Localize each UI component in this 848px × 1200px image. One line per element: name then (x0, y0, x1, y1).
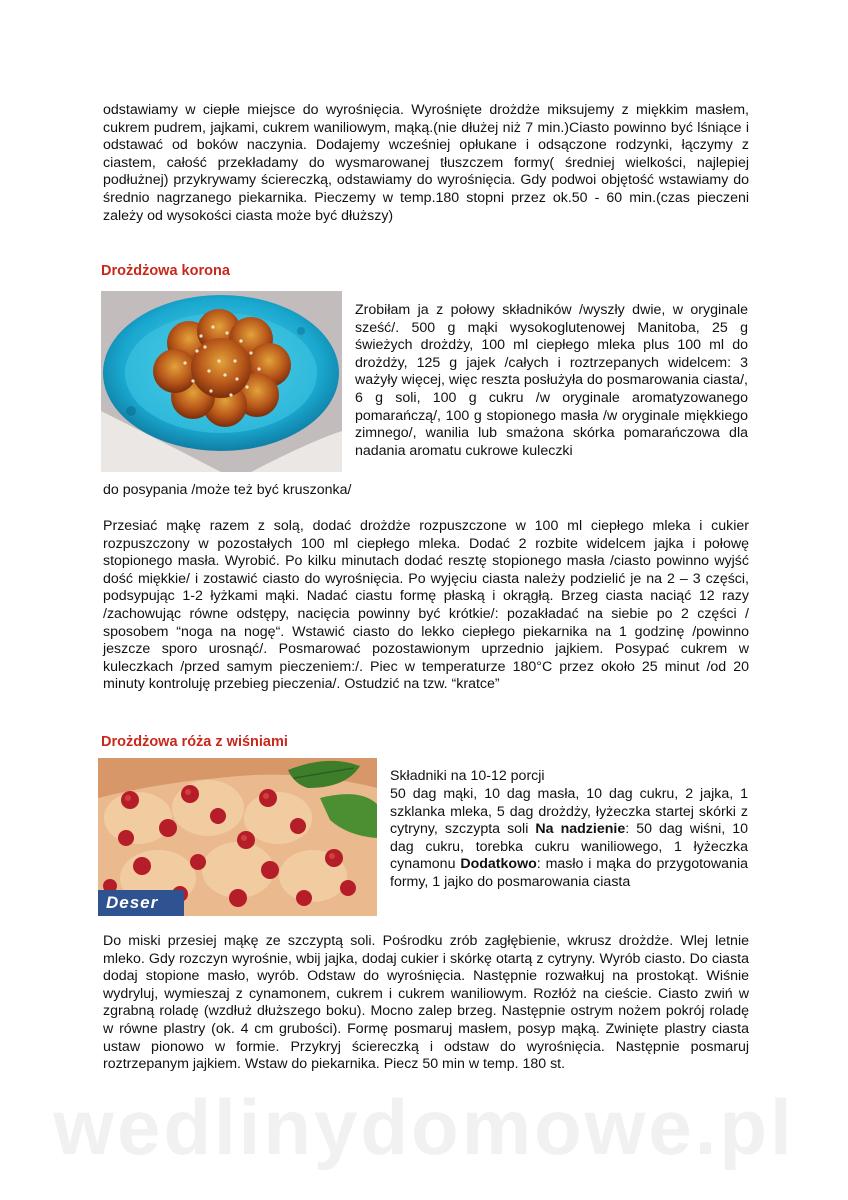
recipe1-method: Przesiać mąkę razem z solą, dodać drożdże rozpuszczone w 100 ml ciepłego mleka i cukier rozpuszczony w pozostałych 100 ml ciepłego mleka. Dodać 2 rozbite widelcem jajka i połowę stopionego masła. Wyrobić. Po kilku minutach dodać resztę stopionego masła /ciasto powinno wyjść dość miękkie/ i zostawić ciasto do wyrośnięcia. Po wyjęciu ciasta należy podzielić je na 2 – 3 części, podsypując 1-2 łyżkami mąki. Nadać ciastu formę płaską i okrągłą. Brzeg ciasta naciąć 12 razy /zachowując równe odstępy, nacięcia powinny być krótkie/: pozakładać na siebie po 2 części / sposobem “noga na nogę“. Wstawić ciasto do lekko ciepłego piekarnika na 1 godzinę /powinno jeszcze sporo urosnąć/. Posmarować pozostawionym uprzednio jajkiem. Posypać cukrem w kuleczkach /przed samym pieczeniem:/. Piec w temperaturze 180°C przez około 25 minut /od 20 minuty kontroluję przebieg pieczenia/. Ostudzić na tzw. “kratce” (103, 518, 749, 693)
recipe1-ingredients-end: do posypania /może też być kruszonka/ (103, 482, 352, 498)
filling-label: Na nadzienie (535, 821, 626, 838)
ingredients-base: 50 dag mąki, 10 dag masła, 10 dag cukru, 2 jajka, 1 szklanka mleka, 5 dag drożdży, łyżeczka startej skórki z cytryny, szczypta soli (390, 786, 748, 838)
extra-label: Dodatkowo (460, 856, 537, 873)
recipe2-method: Do miski przesiej mąkę ze szczyptą soli. Pośrodku zrób zagłębienie, wkrusz drożdże. Wlej letnie mleko. Gdy rozczyn wyrośnie, wbij jajka, dodaj cukier i skórkę otartą z cytryny. Wyrób ciasto. Do ciasta dodaj stopione masło, wyrób. Odstaw do wyrośnięcia. Następnie rozwałkuj na prostokąt. Wiśnie wydryluj, wymieszaj z cynamonem, cukrem i cukrem waniliowym. Rozłóż na cieście. Ciasto zwiń w zgrabną roladę (wzdłuż dłuższego boku). Mocno zalep brzeg. Następnie ostrym nożem pokrój roladę w równe plastry (ok. 4 cm grubości). Formę posmaruj masłem, posyp mąką. Zwinięte plastry ciasta ustaw pionowo w formie. Przykryj ściereczką i odstaw do wyrośnięcia. Następnie posmaruj roztrzepanym jajkiem. Wstaw do piekarnika. Piecz 50 min w temp. 180 st. (103, 933, 749, 1073)
watermark: wedlinydomowe.pl (53, 1083, 795, 1171)
cherry-rose-photo (98, 758, 377, 916)
recipe2-ingredients (390, 786, 748, 892)
crown-bun-photo (101, 291, 342, 472)
recipe2-servings: Składniki na 10-12 porcji (390, 768, 545, 784)
ingredients-filling: : 50 dag wiśni, 10 dag cukru, torebka cukru waniliowego, 1 łyżeczka cynamonu (390, 821, 749, 873)
recipe1-title: Drożdżowa korona (101, 263, 230, 279)
intro-paragraph: odstawiamy w ciepłe miejsce do wyrośnięcia. Wyrośnięte drożdże miksujemy z miękkim masłem, cukrem pudrem, jajkami, cukrem waniliowym, mąką.(nie dłużej niż 7 min.)Ciasto powinno być lśniące i odstawać od boków naczynia. Dodajemy wcześniej opłukane i odsączone rodzynki, łączymy z ciastem, całość przekładamy do wysmarowanej tłuszczem formy( średniej wielkości, najlepiej podłużnej) przykrywamy ściereczką, odstawiamy do wyrośnięcia. Gdy podwoi objętość wstawiamy do średnio nagrzanego piekarnika. Pieczemy w temp.180 stopni przez ok.50 - 60 min.(czas pieczeni zależy od wysokości ciasta może być dłuższy) (103, 102, 749, 224)
recipe1-ingredients: Zrobiłam ja z połowy składników /wyszły dwie, w oryginale sześć/. 500 g mąki wysokoglutenowej Manitoba, 25 g świeżych drożdży, 100 ml ciepłego mleka plus 100 ml do drożdży, 125 g jajek /całych i roztrzepanych widelcem: 3 ważyły więcej, więc reszta posłużyła do posmarowania ciasta/, 6 g soli, 100 g cukru /w oryginale aromatyzowanego pomarańczą/, 100 g stopionego masła /w oryginale miękkiego zimnego/, wanilia lub smażona skórka pomarańczowa dla nadania aromatu cukrowe kuleczki (355, 302, 748, 459)
deser-label: Deser (106, 893, 159, 912)
recipe2-title: Drożdżowa róża z wiśniami (101, 734, 288, 750)
crown-bun-illustration (101, 291, 342, 472)
ingredients-extra: : masło i mąka do przygotowania formy, 1 jajko do posmarowania ciasta (390, 856, 748, 890)
